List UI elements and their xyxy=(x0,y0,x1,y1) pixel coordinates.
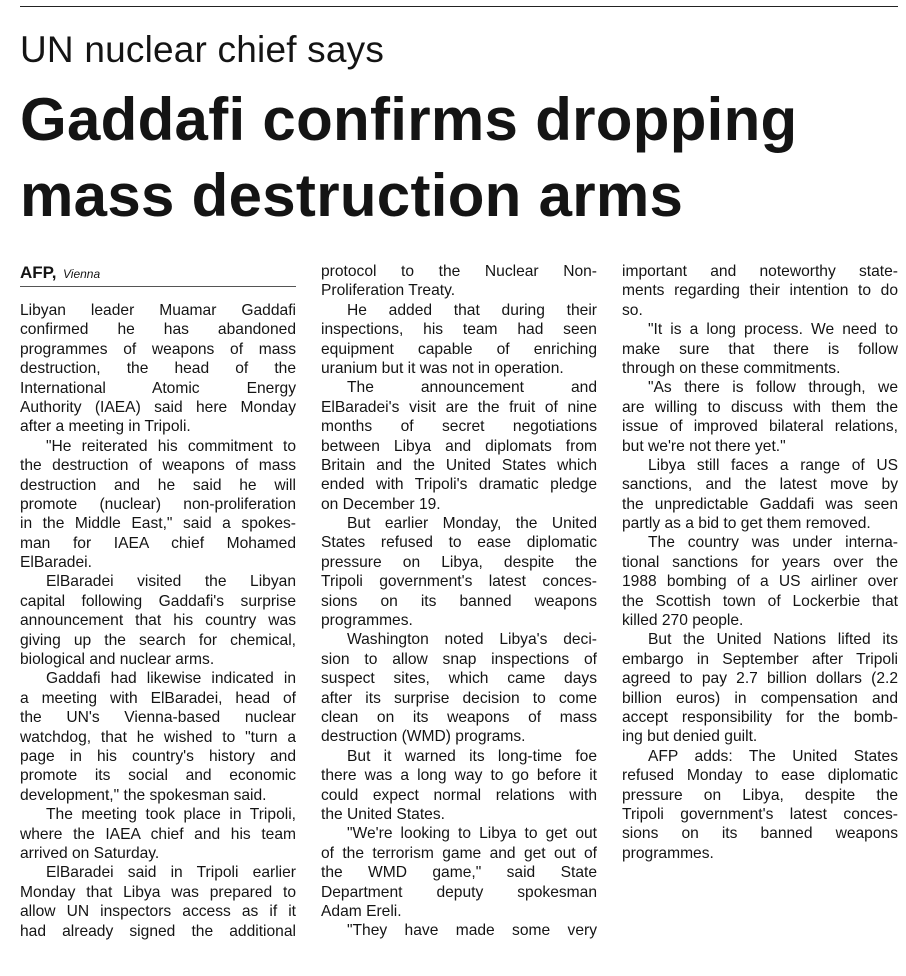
article-text-line: He added that during their xyxy=(347,301,597,319)
article-text-line: through on these commitments. xyxy=(622,359,841,377)
article-text-line: "It is a long process. We need to xyxy=(648,321,898,339)
article-text-line: but we're not there yet." xyxy=(622,437,786,455)
article-text-line: equipment capable of enriching xyxy=(321,340,597,358)
article-text-line: man for IAEA chief Mohamed xyxy=(20,534,296,552)
article-text-line: important and noteworthy state- xyxy=(622,263,898,280)
article-text-line: Department deputy spokesman xyxy=(321,883,597,901)
article-text-line: a meeting with ElBaradei, head of xyxy=(20,689,296,707)
article-text-line: AFP adds: The United States xyxy=(648,747,898,765)
article-text-line: ElBaradei's visit are the fruit of nine xyxy=(321,398,597,416)
article-text-line: sion to allow snap inspections of xyxy=(321,650,597,668)
article-text-line: ended with Tripoli's dramatic pledge xyxy=(321,476,597,494)
article-text-line: embargo in September after Tripoli xyxy=(622,650,898,668)
kicker: UN nuclear chief says xyxy=(20,29,385,70)
headline-line-2: mass destruction arms xyxy=(20,162,684,229)
headline-line-1: Gaddafi confirms dropping xyxy=(20,86,798,153)
article-text-line: Tripoli government's latest conces- xyxy=(622,805,898,823)
article-text-line: "We're looking to Libya to get out xyxy=(347,825,597,843)
article-text-line: ing but denied guilt. xyxy=(622,728,758,746)
article-text-line: pressure on Libya, despite the xyxy=(321,553,597,571)
article-text-line: on December 19. xyxy=(321,495,441,513)
article-text-line: capital following Gaddafi's surprise xyxy=(20,592,296,610)
article-text-line: in the Middle East," said a spokes- xyxy=(20,515,296,533)
article-text-line: announcement that his country was xyxy=(20,612,296,630)
article-text-line: Monday that Libya was prepared to xyxy=(20,883,296,901)
article-text-line: uranium but it was not in operation. xyxy=(321,359,564,377)
article-text-line: The country was under interna- xyxy=(648,534,898,552)
article-text-line: the unpredictable Gaddafi was seen xyxy=(622,495,898,513)
article-text-line: programmes. xyxy=(321,612,413,630)
article-text-line: refused Monday to ease diplomatic xyxy=(622,767,898,785)
article-text-line: months of secret negotiations xyxy=(321,418,597,436)
article-text-line: tional sanctions for years over the xyxy=(622,553,898,571)
article-text-line: pressure on Libya, despite the xyxy=(622,786,898,804)
article-column-1 xyxy=(20,301,296,941)
article-text-line: Adam Ereli. xyxy=(321,902,402,920)
article-text-line: arrived on Saturday. xyxy=(20,844,160,862)
article-text-line: so. xyxy=(622,301,643,319)
article-text-line: killed 270 people. xyxy=(622,612,744,630)
article-text-line: after a meeting in Tripoli. xyxy=(20,418,191,436)
article-text-line: Washington noted Libya's deci- xyxy=(347,631,597,649)
article-text-line: Libya still faces a range of US xyxy=(648,456,898,474)
article-text-line: issue of improved bilateral relations, xyxy=(622,418,898,436)
article-text-line: destruction, the head of the xyxy=(20,360,296,378)
article-text-line: are willing to discuss with them the xyxy=(622,398,898,416)
article-text-line: But the United Nations lifted its xyxy=(648,631,898,649)
article-text-line: allow UN inspectors access as if it xyxy=(20,903,296,921)
article-text-line: the WMD game," said State xyxy=(321,864,597,882)
article-text-line: where the IAEA chief and his team xyxy=(20,825,296,843)
article-text-line: The announcement and xyxy=(347,379,597,397)
article-text-line: "He reiterated his commitment to xyxy=(46,437,296,455)
article-text-line: Proliferation Treaty. xyxy=(321,282,456,300)
article-text-line: the UN's Vienna-based nuclear xyxy=(20,709,296,727)
article-text-line: inspections, his team had seen xyxy=(321,321,597,339)
article-text-line: destruction and he said he will xyxy=(20,476,296,494)
article-text-line: accept responsibility for the bomb- xyxy=(622,708,898,726)
article-text-line: ElBaradei said in Tripoli earlier xyxy=(46,864,296,882)
article-text-line: make sure that there is follow xyxy=(622,340,898,358)
article-text-line: ElBaradei. xyxy=(20,554,92,572)
article-text-line: agreed to pay 2.7 billion dollars (2.2 xyxy=(622,670,898,688)
article-text-line: protocol to the Nuclear Non- xyxy=(321,263,597,280)
article-text-line: ElBaradei visited the Libyan xyxy=(46,573,296,591)
top-rule xyxy=(20,6,898,7)
byline xyxy=(20,263,296,283)
article-column-3 xyxy=(622,262,898,863)
article-text-line: the Scottish town of Lockerbie that xyxy=(622,592,898,610)
article-text-line: development," the spokesman said. xyxy=(20,786,267,804)
article-text-line: of the terrorism game and get out of xyxy=(321,844,597,862)
article-text-line: But earlier Monday, the United xyxy=(347,515,597,533)
article-text-line: Tripoli government's latest conces- xyxy=(321,573,597,591)
article-text-line: Authority (IAEA) said here Monday xyxy=(20,398,296,416)
article-text-line: after its surprise decision to come xyxy=(321,689,597,707)
article-column-2 xyxy=(321,262,597,941)
article-text-line: page in his country's history and xyxy=(20,747,296,765)
headline xyxy=(20,82,900,234)
article-text-line: The meeting took place in Tripoli, xyxy=(46,806,296,824)
article-text-line: "They have made some very xyxy=(347,922,597,940)
article-text-line: billion euros) in compensation and xyxy=(622,689,898,707)
article-text-line: States refused to ease diplomatic xyxy=(321,534,597,552)
article-text-line: Britain and the United States which xyxy=(321,456,597,474)
byline-city: Vienna xyxy=(63,267,101,281)
byline-rule xyxy=(20,286,296,287)
article-text-line: between Libya and diplomats from xyxy=(321,437,597,455)
article-text-line: biological and nuclear arms. xyxy=(20,651,215,669)
article-text-line: "As there is follow through, we xyxy=(648,379,898,397)
article-text-line: sanctions, and the latest move by xyxy=(622,476,898,494)
article-text-line: clean on its weapons of mass xyxy=(321,708,597,726)
article-text-line: programmes of weapons of mass xyxy=(20,340,296,358)
article-text-line: had already signed the additional xyxy=(20,922,296,940)
article-text-line: watchdog, that he wished to "turn a xyxy=(20,728,296,746)
article-text-line: sions on its banned weapons xyxy=(321,592,597,610)
article-text-line: partly as a bid to get them removed. xyxy=(622,515,871,533)
article-text-line: the destruction of weapons of mass xyxy=(20,457,296,475)
byline-agency: AFP, xyxy=(20,263,57,282)
article-text-line: International Atomic Energy xyxy=(20,379,296,397)
article-text-line: programmes. xyxy=(622,844,714,862)
article-text-line: ments regarding their intention to do xyxy=(622,282,898,300)
article-text-line: giving up the search for chemical, xyxy=(20,631,296,649)
article-text-line: suspect sites, which came days xyxy=(321,670,597,688)
article-text-line: there was a long way to go before it xyxy=(321,767,597,785)
article-text-line: Libyan leader Muamar Gaddafi xyxy=(20,302,296,319)
article-text-line: confirmed he has abandoned xyxy=(20,321,296,339)
article-text-line: 1988 bombing of a US airliner over xyxy=(622,573,898,591)
article-text-line: sions on its banned weapons xyxy=(622,825,898,843)
article-text-line: could expect normal relations with xyxy=(321,786,597,804)
article-text-line: But it warned its long-time foe xyxy=(347,747,597,765)
article-text-line: the United States. xyxy=(321,805,445,823)
article-text-line: promote (nuclear) non-proliferation xyxy=(20,495,296,513)
article-text-line: destruction (WMD) programs. xyxy=(321,728,526,746)
article-text-line: promote its social and economic xyxy=(20,767,296,785)
article-text-line: Gaddafi had likewise indicated in xyxy=(46,670,296,688)
